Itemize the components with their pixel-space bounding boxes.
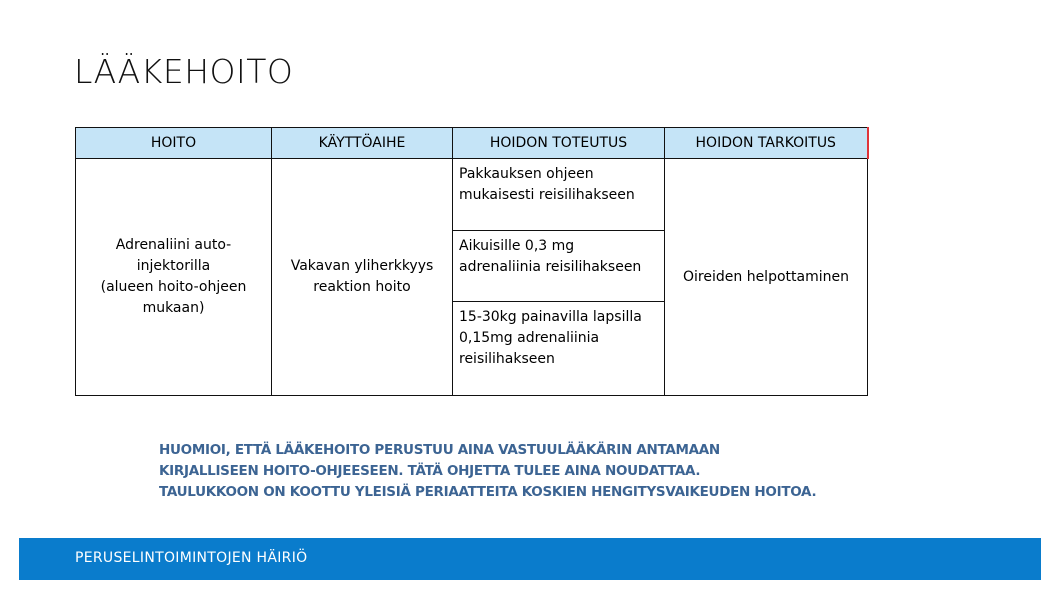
cell-toteutus-1 (453, 159, 665, 231)
cell-toteutus-3-text: 15-30kg painavilla lapsilla 0,15mg adrenaliinia reisilihakseen (459, 309, 642, 367)
cell-kayttoaihe-text: Vakavan yliherkkyys reaktion hoito (290, 258, 434, 295)
cell-toteutus-2 (453, 231, 665, 302)
treatment-note (159, 440, 816, 503)
cell-toteutus-2-text: Aikuisille 0,3 mg adrenaliinia reisilihakseen (459, 238, 642, 275)
column-header-toteutus: HOIDON TOTEUTUS (453, 128, 665, 159)
note-line: TAULUKKOON ON KOOTTU YLEISIÄ PERIAATTEITA KOSKIEN HENGITYSVAIKEUDEN HOITOA. (159, 484, 817, 500)
cell-tarkoitus (665, 159, 868, 396)
footer-bar (19, 538, 1041, 580)
cell-hoito-text: Adrenaliini auto- injektorilla (alueen hoito-ohjeen mukaan) (100, 237, 247, 316)
cell-toteutus-1-text: Pakkauksen ohjeen mukaisesti reisilihakseen (459, 166, 635, 203)
table-row (76, 159, 868, 231)
note-line: KIRJALLISEEN HOITO-OHJEESEEN. TÄTÄ OHJETTA TULEE AINA NOUDATTAA. (159, 463, 701, 479)
column-header-hoito: HOITO (76, 128, 272, 159)
footer-title: PERUSELINTOIMINTOJEN HÄIRIÖ (75, 550, 308, 566)
cell-tarkoitus-text: Oireiden helpottaminen (683, 268, 849, 285)
cell-kayttoaihe (272, 159, 453, 396)
slide-title: LÄÄKEHOITO (74, 52, 294, 91)
table-header-row (76, 128, 868, 159)
column-header-kayttoaihe: KÄYTTÖAIHE (272, 128, 453, 159)
medication-table (75, 127, 869, 396)
column-header-tarkoitus: HOIDON TARKOITUS (665, 128, 868, 159)
note-line: HUOMIOI, ETTÄ LÄÄKEHOITO PERUSTUU AINA VASTUULÄÄKÄRIN ANTAMAAN (159, 442, 720, 458)
cell-toteutus-3 (453, 302, 665, 396)
cell-hoito (76, 159, 272, 396)
